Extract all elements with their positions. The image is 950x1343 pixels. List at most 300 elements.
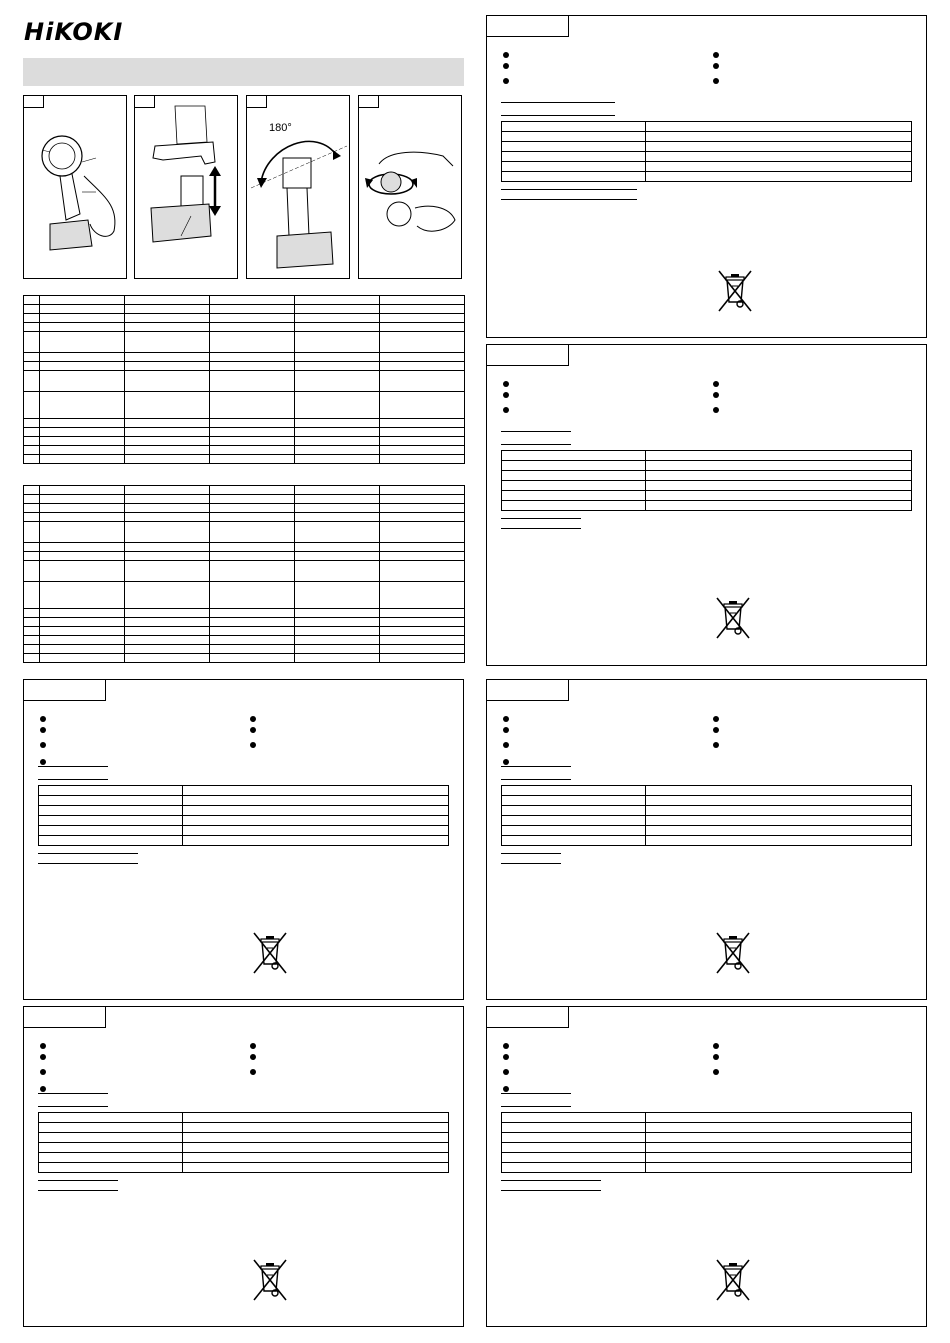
- bullet-icon: [250, 1043, 256, 1049]
- table-row: [24, 582, 465, 609]
- language-section-1: [486, 15, 927, 338]
- bullet-icon: [713, 1054, 719, 1060]
- table-cell: [24, 428, 40, 437]
- table-cell: [210, 561, 295, 582]
- table-row: [24, 513, 465, 522]
- table-cell: [295, 419, 380, 428]
- table-cell: [502, 142, 646, 152]
- table-cell: [210, 645, 295, 654]
- table-cell: [210, 495, 295, 504]
- table-cell: [24, 636, 40, 645]
- table-cell: [646, 451, 912, 461]
- bullet-icon: [250, 727, 256, 733]
- table-cell: [210, 654, 295, 663]
- table-row: [24, 561, 465, 582]
- table-cell: [24, 353, 40, 362]
- heading-underline: [38, 1093, 108, 1094]
- bullet-icon: [250, 742, 256, 748]
- bullet-icon: [40, 1043, 46, 1049]
- table-row: [502, 786, 912, 796]
- table-row: [39, 1113, 449, 1123]
- table-row: [502, 836, 912, 846]
- table-cell: [24, 552, 40, 561]
- table-cell: [210, 486, 295, 495]
- table-cell: [380, 314, 465, 323]
- table-cell: [183, 786, 449, 796]
- table-row: [502, 1143, 912, 1153]
- table-cell: [24, 543, 40, 552]
- table-cell: [502, 451, 646, 461]
- table-row: [502, 451, 912, 461]
- table-cell: [646, 1123, 912, 1133]
- table-cell: [210, 636, 295, 645]
- weee-bin-icon: [713, 930, 753, 981]
- table-cell: [502, 796, 646, 806]
- table-row: [39, 836, 449, 846]
- table-cell: [40, 371, 125, 392]
- table-cell: [380, 543, 465, 552]
- table-row: [24, 618, 465, 627]
- weee-bin-icon: [250, 1257, 290, 1308]
- table-cell: [24, 362, 40, 371]
- table-cell: [502, 491, 646, 501]
- specifications-table: [501, 1112, 912, 1173]
- table-cell: [183, 1123, 449, 1133]
- table-cell: [502, 816, 646, 826]
- table-row: [39, 796, 449, 806]
- table-cell: [24, 513, 40, 522]
- table-cell: [295, 428, 380, 437]
- heading-underline: [501, 115, 615, 116]
- table-cell: [502, 786, 646, 796]
- table-row: [502, 1113, 912, 1123]
- table-cell: [646, 1133, 912, 1143]
- table-cell: [502, 836, 646, 846]
- table-cell: [24, 371, 40, 392]
- table-cell: [380, 582, 465, 609]
- table-cell: [40, 495, 125, 504]
- table-cell: [125, 582, 210, 609]
- table-cell: [295, 362, 380, 371]
- table-cell: [646, 786, 912, 796]
- bullet-icon: [713, 727, 719, 733]
- table-cell: [646, 836, 912, 846]
- table-cell: [380, 419, 465, 428]
- table-row: [39, 1153, 449, 1163]
- table-cell: [183, 1143, 449, 1153]
- table-cell: [24, 486, 40, 495]
- table-cell: [646, 1113, 912, 1123]
- table-cell: [125, 419, 210, 428]
- table-row: [24, 314, 465, 323]
- table-cell: [125, 362, 210, 371]
- table-cell: [295, 654, 380, 663]
- table-cell: [210, 582, 295, 609]
- table-cell: [183, 1163, 449, 1173]
- weee-bin-icon: [713, 595, 753, 646]
- table-cell: [380, 437, 465, 446]
- table-row: [24, 636, 465, 645]
- table-cell: [39, 796, 183, 806]
- table-cell: [295, 522, 380, 543]
- table-cell: [125, 353, 210, 362]
- table-cell: [40, 522, 125, 543]
- table-cell: [24, 522, 40, 543]
- table-cell: [24, 627, 40, 636]
- table-cell: [380, 353, 465, 362]
- table-cell: [40, 513, 125, 522]
- table-cell: [210, 314, 295, 323]
- table-cell: [380, 446, 465, 455]
- specifications-table: [38, 785, 449, 846]
- table-cell: [125, 513, 210, 522]
- table-cell: [183, 826, 449, 836]
- table-cell: [40, 419, 125, 428]
- table-cell: [24, 419, 40, 428]
- table-cell: [502, 1113, 646, 1123]
- brand-logo: HiKOKI: [24, 18, 124, 46]
- table-row: [24, 332, 465, 353]
- table-row: [39, 806, 449, 816]
- heading-underline: [501, 102, 615, 103]
- table-cell: [24, 332, 40, 353]
- table-cell: [125, 428, 210, 437]
- table-cell: [39, 836, 183, 846]
- table-cell: [40, 314, 125, 323]
- table-cell: [40, 582, 125, 609]
- table-row: [502, 461, 912, 471]
- table-cell: [125, 486, 210, 495]
- specifications-table: [501, 450, 912, 511]
- table-cell: [40, 609, 125, 618]
- table-cell: [210, 437, 295, 446]
- table-cell: [646, 826, 912, 836]
- table-cell: [40, 543, 125, 552]
- table-cell: [24, 323, 40, 332]
- table-cell: [502, 481, 646, 491]
- specifications-table: [38, 1112, 449, 1173]
- table-cell: [380, 305, 465, 314]
- table-cell: [183, 1153, 449, 1163]
- bullet-icon: [713, 78, 719, 84]
- table-cell: [502, 1133, 646, 1143]
- table-cell: [380, 645, 465, 654]
- bullet-icon: [713, 1069, 719, 1075]
- table-row: [24, 486, 465, 495]
- table-row: [502, 796, 912, 806]
- table-cell: [125, 654, 210, 663]
- table-row: [24, 645, 465, 654]
- table-row: [502, 471, 912, 481]
- bullet-icon: [40, 742, 46, 748]
- heading-underline: [501, 853, 561, 854]
- bullet-icon: [503, 392, 509, 398]
- table-cell: [24, 582, 40, 609]
- heading-underline: [501, 863, 561, 864]
- table-cell: [39, 1133, 183, 1143]
- table-cell: [502, 1123, 646, 1133]
- table-cell: [295, 371, 380, 392]
- table-row: [502, 806, 912, 816]
- table-cell: [183, 806, 449, 816]
- table-cell: [646, 481, 912, 491]
- table-cell: [210, 353, 295, 362]
- table-cell: [210, 609, 295, 618]
- bullet-icon: [503, 716, 509, 722]
- table-cell: [646, 1163, 912, 1173]
- table-row: [39, 816, 449, 826]
- figure-1: [23, 95, 127, 279]
- table-cell: [210, 504, 295, 513]
- table-cell: [40, 486, 125, 495]
- table-row: [502, 1133, 912, 1143]
- table-cell: [295, 636, 380, 645]
- table-cell: [295, 314, 380, 323]
- table-cell: [502, 826, 646, 836]
- table-cell: [210, 618, 295, 627]
- heading-underline: [38, 766, 108, 767]
- table-cell: [295, 582, 380, 609]
- heading-underline: [38, 779, 108, 780]
- table-cell: [380, 504, 465, 513]
- table-cell: [125, 296, 210, 305]
- table-cell: [125, 437, 210, 446]
- table-cell: [125, 392, 210, 419]
- heading-underline: [38, 853, 138, 854]
- table-cell: [125, 305, 210, 314]
- figure-2: [134, 95, 238, 279]
- table-row: [24, 654, 465, 663]
- table-cell: [125, 627, 210, 636]
- table-row: [39, 1163, 449, 1173]
- heading-underline: [501, 528, 581, 529]
- table-cell: [40, 446, 125, 455]
- figure-3: [246, 95, 350, 279]
- heading-underline: [501, 779, 571, 780]
- section-header-tab: [487, 345, 569, 366]
- heading-underline: [501, 1093, 571, 1094]
- table-row: [39, 1143, 449, 1153]
- table-row: [24, 392, 465, 419]
- table-cell: [40, 392, 125, 419]
- table-cell: [40, 618, 125, 627]
- heading-underline: [501, 1190, 601, 1191]
- table-row: [24, 552, 465, 561]
- table-cell: [125, 552, 210, 561]
- table-cell: [380, 332, 465, 353]
- table-row: [502, 122, 912, 132]
- heading-underline: [501, 189, 637, 190]
- table-cell: [380, 609, 465, 618]
- language-section-2: [486, 344, 927, 666]
- bullet-icon: [503, 78, 509, 84]
- heading-underline: [501, 199, 637, 200]
- table-cell: [125, 504, 210, 513]
- table-row: [24, 543, 465, 552]
- table-row: [39, 1133, 449, 1143]
- bullet-icon: [40, 1086, 46, 1092]
- table-cell: [183, 1113, 449, 1123]
- table-cell: [502, 471, 646, 481]
- bullet-icon: [503, 52, 509, 58]
- table-cell: [380, 296, 465, 305]
- bullet-icon: [503, 1069, 509, 1075]
- table-cell: [380, 513, 465, 522]
- table-row: [24, 437, 465, 446]
- table-cell: [502, 172, 646, 182]
- table-cell: [39, 1153, 183, 1163]
- table-cell: [380, 495, 465, 504]
- table-row: [502, 1123, 912, 1133]
- weee-bin-icon: [715, 268, 755, 319]
- heading-underline: [38, 1190, 118, 1191]
- table-row: [502, 1153, 912, 1163]
- table-cell: [646, 1143, 912, 1153]
- table-cell: [40, 305, 125, 314]
- table-cell: [646, 816, 912, 826]
- table-cell: [295, 305, 380, 314]
- table-cell: [24, 446, 40, 455]
- table-cell: [295, 296, 380, 305]
- table-cell: [39, 806, 183, 816]
- legend-table-1: [23, 295, 465, 464]
- bullet-icon: [40, 1069, 46, 1075]
- weee-bin-icon: [713, 1257, 753, 1308]
- table-cell: [502, 122, 646, 132]
- heading-underline: [38, 863, 138, 864]
- table-cell: [502, 1163, 646, 1173]
- table-cell: [24, 645, 40, 654]
- table-row: [24, 455, 465, 464]
- table-cell: [295, 353, 380, 362]
- table-cell: [502, 152, 646, 162]
- table-cell: [40, 296, 125, 305]
- bullet-icon: [503, 1086, 509, 1092]
- table-cell: [183, 1133, 449, 1143]
- bullet-icon: [713, 63, 719, 69]
- table-cell: [210, 428, 295, 437]
- table-cell: [125, 455, 210, 464]
- table-row: [502, 1163, 912, 1173]
- table-cell: [40, 323, 125, 332]
- table-cell: [24, 296, 40, 305]
- table-row: [24, 305, 465, 314]
- table-cell: [39, 1123, 183, 1133]
- rotation-angle-label: 180°: [269, 122, 292, 134]
- table-cell: [40, 362, 125, 371]
- table-cell: [40, 504, 125, 513]
- bullet-icon: [713, 52, 719, 58]
- table-cell: [295, 627, 380, 636]
- battery-insert-illustration-icon: [135, 96, 239, 280]
- bullet-icon: [40, 716, 46, 722]
- head-rotation-illustration-icon: [247, 96, 351, 280]
- table-cell: [39, 1143, 183, 1153]
- table-row: [24, 362, 465, 371]
- table-cell: [125, 323, 210, 332]
- bullet-icon: [713, 407, 719, 413]
- table-row: [502, 491, 912, 501]
- specifications-table: [501, 121, 912, 182]
- table-cell: [210, 296, 295, 305]
- table-row: [24, 627, 465, 636]
- table-cell: [295, 332, 380, 353]
- table-row: [502, 162, 912, 172]
- section-header-tab: [487, 680, 569, 701]
- table-cell: [295, 486, 380, 495]
- table-row: [502, 132, 912, 142]
- table-row: [24, 522, 465, 543]
- table-cell: [24, 495, 40, 504]
- bullet-icon: [40, 759, 46, 765]
- table-cell: [380, 428, 465, 437]
- flashlight-illustration-icon: [24, 96, 128, 280]
- table-cell: [380, 552, 465, 561]
- section-header-tab: [487, 16, 569, 37]
- table-cell: [295, 455, 380, 464]
- table-cell: [210, 455, 295, 464]
- heading-underline: [501, 1180, 601, 1181]
- table-row: [39, 826, 449, 836]
- bullet-icon: [503, 759, 509, 765]
- table-cell: [125, 645, 210, 654]
- table-row: [24, 353, 465, 362]
- language-section-6: [486, 1006, 927, 1327]
- table-cell: [380, 362, 465, 371]
- table-cell: [183, 816, 449, 826]
- language-section-3: [23, 679, 464, 1000]
- table-row: [24, 504, 465, 513]
- table-cell: [646, 501, 912, 511]
- table-cell: [40, 636, 125, 645]
- bullet-icon: [40, 1054, 46, 1060]
- table-row: [502, 142, 912, 152]
- table-cell: [210, 627, 295, 636]
- table-row: [502, 481, 912, 491]
- table-cell: [40, 561, 125, 582]
- table-cell: [40, 428, 125, 437]
- table-cell: [210, 332, 295, 353]
- table-cell: [39, 826, 183, 836]
- weee-bin-icon: [250, 930, 290, 981]
- heading-underline: [501, 518, 581, 519]
- bullet-icon: [713, 716, 719, 722]
- table-cell: [646, 461, 912, 471]
- table-cell: [502, 1143, 646, 1153]
- language-section-5: [23, 1006, 464, 1327]
- table-row: [502, 816, 912, 826]
- figure-4: [358, 95, 462, 279]
- table-cell: [380, 455, 465, 464]
- table-cell: [24, 314, 40, 323]
- table-cell: [39, 1113, 183, 1123]
- section-header-tab: [24, 1007, 106, 1028]
- table-row: [24, 446, 465, 455]
- table-cell: [125, 561, 210, 582]
- table-cell: [646, 142, 912, 152]
- table-cell: [502, 1153, 646, 1163]
- bullet-icon: [503, 63, 509, 69]
- table-cell: [210, 522, 295, 543]
- table-cell: [502, 461, 646, 471]
- table-cell: [380, 392, 465, 419]
- table-cell: [380, 561, 465, 582]
- table-row: [39, 1123, 449, 1133]
- table-cell: [24, 561, 40, 582]
- table-cell: [24, 455, 40, 464]
- table-row: [24, 609, 465, 618]
- table-cell: [40, 353, 125, 362]
